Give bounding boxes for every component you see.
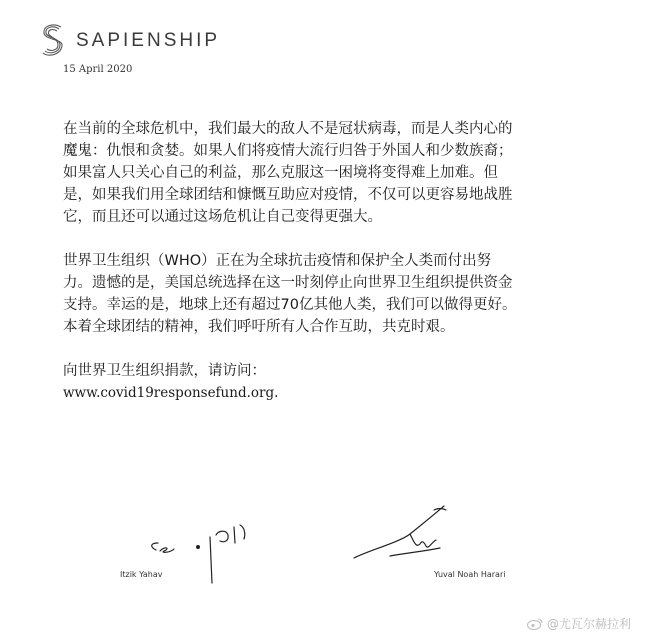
watermark-text: @尤瓦尔赫拉利 [546,617,631,631]
text-line: 是，如果我们用全球团结和慷慨互助应对疫情，不仅可以更容易地战胜 [63,187,513,203]
signature-yuval-noah-harari [350,498,470,573]
donation-prompt: 向世界卫生组织捐款，请访问： [63,363,266,379]
donation-url[interactable]: www.covid19responsefund.org. [63,385,279,401]
sapienship-logo-icon [40,24,66,58]
weibo-icon [527,617,543,630]
weibo-watermark [527,615,631,632]
letter-body [63,118,623,426]
signatory-right-name: Yuval Noah Harari [434,570,506,579]
text-line: 支持。幸运的是，地球上还有超过70亿其他人类，我们可以做得更好。 [63,297,517,313]
text-line: 魔鬼：仇恨和贪婪。如果人们将疫情大流行归咎于外国人和少数族裔； [63,143,513,159]
letter-date: 15 April 2020 [63,64,133,75]
paragraph-3 [63,360,623,404]
text-line: 在当前的全球危机中，我们最大的敌人不是冠状病毒，而是人类内心的 [63,121,513,137]
text-line: 力。遗憾的是，美国总统选择在这一时刻停止向世界卫生组织提供资金 [63,275,513,291]
text-line: 它，而且还可以通过这场危机让自己变得更强大。 [63,209,382,225]
text-line: 如果富人只关心自己的利益，那么克服这一困境将变得难上加难。但 [63,165,498,181]
text-line: 世界卫生组织（WHO）正在为全球抗击疫情和保护全人类而付出努 [63,253,492,269]
brand-logo [40,24,220,58]
signatory-left-name: Itzik Yahav [120,570,163,579]
text-line: 本着全球团结的精神，我们呼吁所有人合作互助，共克时艰。 [63,319,455,335]
paragraph-1 [63,118,623,228]
paragraph-2 [63,250,623,338]
brand-name: SAPIENSHIP [76,30,221,51]
